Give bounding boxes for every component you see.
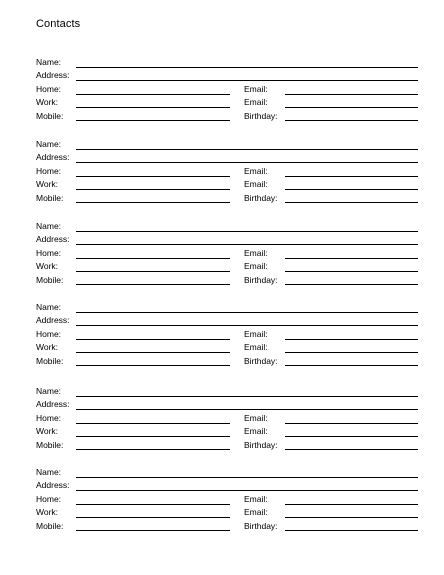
birthday-label: Birthday: — [244, 440, 278, 450]
address-label: Address: — [36, 70, 70, 80]
email-label: Email: — [244, 507, 268, 517]
address-field-line[interactable] — [76, 409, 418, 410]
work-field-line[interactable] — [76, 436, 230, 437]
name-field-line[interactable] — [76, 149, 418, 150]
name-label: Name: — [36, 302, 62, 312]
work-field-line[interactable] — [76, 189, 230, 190]
email-label: Email: — [244, 248, 268, 258]
work-label: Work: — [36, 507, 59, 517]
email-label: Email: — [244, 97, 268, 107]
address-label: Address: — [36, 315, 70, 325]
email-label: Email: — [244, 179, 268, 189]
mobile-field-line[interactable] — [76, 530, 230, 531]
name-field-line[interactable] — [76, 312, 418, 313]
work-label: Work: — [36, 97, 59, 107]
email-field-line[interactable] — [285, 271, 418, 272]
birthday-field-line[interactable] — [285, 365, 418, 366]
contact-entry — [0, 386, 444, 456]
home-label: Home: — [36, 166, 62, 176]
address-field-line[interactable] — [76, 490, 418, 491]
birthday-field-line[interactable] — [285, 120, 418, 121]
work-field-line[interactable] — [76, 352, 230, 353]
mobile-field-line[interactable] — [76, 449, 230, 450]
address-label: Address: — [36, 234, 70, 244]
contact-entry — [0, 57, 444, 127]
work-field-line[interactable] — [76, 107, 230, 108]
email-field-line[interactable] — [285, 339, 418, 340]
home-field-line[interactable] — [76, 94, 230, 95]
contact-entry — [0, 467, 444, 537]
birthday-field-line[interactable] — [285, 449, 418, 450]
email-field-line[interactable] — [285, 504, 418, 505]
contact-entry — [0, 221, 444, 291]
birthday-label: Birthday: — [244, 111, 278, 121]
mobile-label: Mobile: — [36, 193, 64, 203]
contact-entry — [0, 139, 444, 209]
work-label: Work: — [36, 342, 59, 352]
email-field-line[interactable] — [285, 423, 418, 424]
address-label: Address: — [36, 399, 70, 409]
address-label: Address: — [36, 152, 70, 162]
email-label: Email: — [244, 342, 268, 352]
mobile-label: Mobile: — [36, 440, 64, 450]
work-field-line[interactable] — [76, 271, 230, 272]
email-label: Email: — [244, 261, 268, 271]
address-field-line[interactable] — [76, 244, 418, 245]
work-label: Work: — [36, 261, 59, 271]
home-field-line[interactable] — [76, 504, 230, 505]
mobile-field-line[interactable] — [76, 365, 230, 366]
name-label: Name: — [36, 57, 62, 67]
mobile-field-line[interactable] — [76, 284, 230, 285]
name-field-line[interactable] — [76, 477, 418, 478]
home-label: Home: — [36, 494, 62, 504]
name-label: Name: — [36, 139, 62, 149]
email-field-line[interactable] — [285, 258, 418, 259]
address-field-line[interactable] — [76, 80, 418, 81]
mobile-field-line[interactable] — [76, 202, 230, 203]
email-label: Email: — [244, 494, 268, 504]
home-field-line[interactable] — [76, 258, 230, 259]
address-field-line[interactable] — [76, 162, 418, 163]
name-field-line[interactable] — [76, 231, 418, 232]
name-field-line[interactable] — [76, 67, 418, 68]
name-field-line[interactable] — [76, 396, 418, 397]
home-label: Home: — [36, 248, 62, 258]
birthday-label: Birthday: — [244, 275, 278, 285]
home-label: Home: — [36, 84, 62, 94]
mobile-label: Mobile: — [36, 275, 64, 285]
name-label: Name: — [36, 221, 62, 231]
email-field-line[interactable] — [285, 107, 418, 108]
email-label: Email: — [244, 413, 268, 423]
name-label: Name: — [36, 386, 62, 396]
work-label: Work: — [36, 426, 59, 436]
email-field-line[interactable] — [285, 189, 418, 190]
email-label: Email: — [244, 84, 268, 94]
email-label: Email: — [244, 329, 268, 339]
address-field-line[interactable] — [76, 325, 418, 326]
home-field-line[interactable] — [76, 339, 230, 340]
home-label: Home: — [36, 329, 62, 339]
email-field-line[interactable] — [285, 176, 418, 177]
birthday-label: Birthday: — [244, 521, 278, 531]
birthday-field-line[interactable] — [285, 530, 418, 531]
name-label: Name: — [36, 467, 62, 477]
home-field-line[interactable] — [76, 176, 230, 177]
email-field-line[interactable] — [285, 94, 418, 95]
birthday-label: Birthday: — [244, 193, 278, 203]
email-field-line[interactable] — [285, 352, 418, 353]
birthday-field-line[interactable] — [285, 284, 418, 285]
birthday-field-line[interactable] — [285, 202, 418, 203]
mobile-label: Mobile: — [36, 521, 64, 531]
home-field-line[interactable] — [76, 423, 230, 424]
mobile-label: Mobile: — [36, 111, 64, 121]
email-field-line[interactable] — [285, 436, 418, 437]
email-field-line[interactable] — [285, 517, 418, 518]
work-label: Work: — [36, 179, 59, 189]
birthday-label: Birthday: — [244, 356, 278, 366]
email-label: Email: — [244, 426, 268, 436]
home-label: Home: — [36, 413, 62, 423]
work-field-line[interactable] — [76, 517, 230, 518]
page-title: Contacts — [36, 18, 81, 30]
address-label: Address: — [36, 480, 70, 490]
mobile-label: Mobile: — [36, 356, 64, 366]
contact-entry — [0, 302, 444, 372]
email-label: Email: — [244, 166, 268, 176]
mobile-field-line[interactable] — [76, 120, 230, 121]
